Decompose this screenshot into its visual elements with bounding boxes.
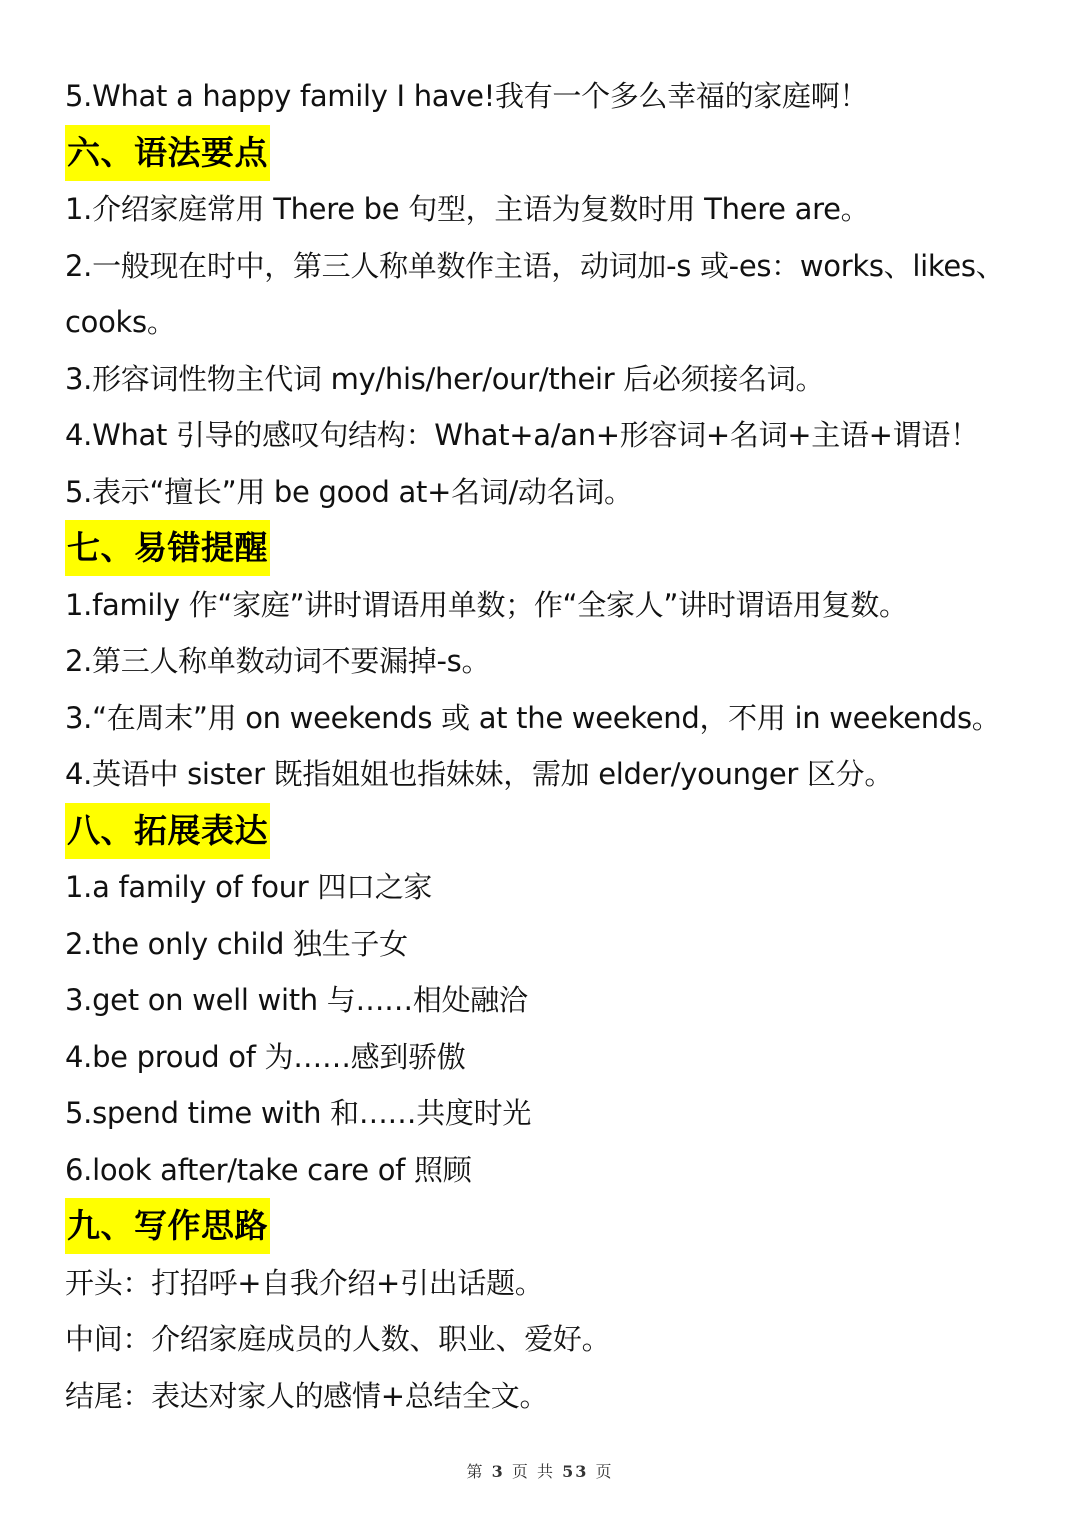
text-line: 5.spend time with 和……共度时光 <box>65 1096 532 1130</box>
page-footer <box>0 1459 1080 1482</box>
text-line: 3.形容词性物主代词 my/his/her/our/their 后必须接名词。 <box>65 361 825 396</box>
text-line: 结尾：表达对家人的感情+总结全文。 <box>65 1378 549 1413</box>
section-grammar <box>65 125 1025 182</box>
footer-suffix: 页 <box>595 1462 614 1481</box>
text-line: 1.a family of four 四口之家 <box>65 870 433 904</box>
text-line: 4.be proud of 为……感到骄傲 <box>65 1039 466 1074</box>
footer-mid: 页 共 <box>511 1462 555 1481</box>
text-line: 3.get on well with 与……相处融洽 <box>65 983 528 1017</box>
text-line: cooks。 <box>65 305 176 339</box>
current-page-number: 3 <box>491 1462 505 1481</box>
section-heading: 七、易错提醒 <box>65 520 270 576</box>
document-body <box>65 68 1025 1424</box>
text-line: 1.family 作“家庭”讲时谓语用单数；作“全家人”讲时谓语用复数。 <box>65 587 908 622</box>
text-line: 中间：介绍家庭成员的人数、职业、爱好。 <box>65 1322 611 1356</box>
text-line: 1.介绍家庭常用 There be 句型，主语为复数时用 There are。 <box>65 192 870 226</box>
text-line: 2.第三人称单数动词不要漏掉-s。 <box>65 644 491 678</box>
section-heading: 六、语法要点 <box>65 125 270 181</box>
section-extended-expressions <box>65 803 1025 860</box>
text-line: 6.look after/take care of 照顾 <box>65 1152 472 1187</box>
text-line: 2.the only child 独生子女 <box>65 926 408 961</box>
section-heading: 八、拓展表达 <box>65 803 270 859</box>
footer-prefix: 第 <box>466 1462 485 1481</box>
section-heading: 九、写作思路 <box>65 1198 270 1254</box>
text-line: 4.What 引导的感叹句结构：What+a/an+形容词+名词+主语+谓语！ <box>65 418 979 452</box>
text-line: 3.“在周末”用 on weekends 或 at the weekend，不用 in weekends。 <box>65 700 1001 735</box>
text-line: 4.英语中 sister 既指姐姐也指妹妹，需加 elder/younger 区分。 <box>65 757 894 791</box>
section-writing-outline <box>65 1198 1025 1255</box>
text-line: 5.表示“擅长”用 be good at+名词/动名词。 <box>65 474 633 509</box>
text-line: 2.一般现在时中，第三人称单数作主语，动词加-s 或-es：works、likes、 <box>65 248 1005 283</box>
total-page-number: 53 <box>562 1462 589 1481</box>
top-line: 5.What a happy family I have!我有一个多么幸福的家庭啊！ <box>65 79 869 113</box>
section-common-mistakes <box>65 520 1025 577</box>
text-line: 开头：打招呼+自我介绍+引出话题。 <box>65 1265 544 1300</box>
